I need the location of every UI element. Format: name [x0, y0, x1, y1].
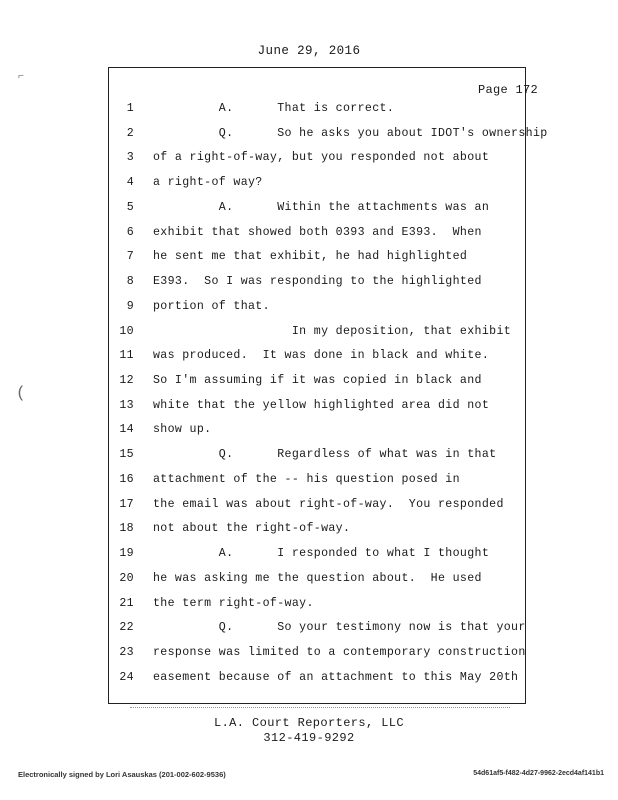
- transcript-line: [0, 325, 618, 345]
- line-number: 13: [119, 399, 134, 412]
- transcript-line: [0, 275, 618, 295]
- line-number: 12: [119, 374, 134, 387]
- line-number: 22: [119, 621, 134, 634]
- line-number: 11: [119, 349, 134, 362]
- line-number: 16: [119, 473, 134, 486]
- line-number: 4: [126, 176, 134, 189]
- transcript-line: [0, 151, 618, 171]
- line-text: A. That is correct.: [153, 102, 395, 115]
- line-number: 21: [119, 597, 134, 610]
- line-text: So I'm assuming if it was copied in black and: [153, 374, 482, 387]
- transcript-line: [0, 646, 618, 666]
- line-number: 1: [126, 102, 134, 115]
- line-text: In my deposition, that exhibit: [153, 325, 512, 338]
- line-text: the email was about right-of-way. You responded: [153, 498, 504, 511]
- line-number: 17: [119, 498, 134, 511]
- line-number: 2: [126, 127, 134, 140]
- transcript-line: [0, 522, 618, 542]
- line-text: attachment of the -- his question posed in: [153, 473, 460, 486]
- line-text: Q. So he asks you about IDOT's ownership: [153, 127, 548, 140]
- transcript-line: [0, 374, 618, 394]
- page-number: Page 172: [478, 83, 539, 97]
- court-reporter-name: L.A. Court Reporters, LLC: [213, 716, 405, 730]
- document-id: 54d61af5-f482-4d27-9962-2ecd4af141b1: [473, 770, 604, 777]
- transcript-line: [0, 671, 618, 691]
- line-text: he sent me that exhibit, he had highlighted: [153, 250, 468, 263]
- line-number: 18: [119, 522, 134, 535]
- court-reporter-phone: 312-419-9292: [263, 731, 355, 745]
- transcript-line: [0, 448, 618, 468]
- transcript-line: [0, 597, 618, 617]
- transcript-line: [0, 349, 618, 369]
- line-number: 5: [126, 201, 134, 214]
- line-number: 20: [119, 572, 134, 585]
- line-text: of a right-of-way, but you responded not about: [153, 151, 490, 164]
- line-text: show up.: [153, 423, 212, 436]
- line-number: 7: [126, 250, 134, 263]
- transcript-line: [0, 572, 618, 592]
- line-text: a right-of way?: [153, 176, 263, 189]
- line-text: he was asking me the question about. He used: [153, 572, 482, 585]
- line-text: A. I responded to what I thought: [153, 547, 490, 560]
- transcript-line: [0, 226, 618, 246]
- line-number: 10: [119, 325, 134, 338]
- line-text: easement because of an attachment to this May 20th: [153, 671, 519, 684]
- line-text: not about the right-of-way.: [153, 522, 351, 535]
- transcript-line: [0, 201, 618, 221]
- transcript-line: [0, 473, 618, 493]
- footer-divider: [130, 707, 510, 708]
- line-text: E393. So I was responding to the highlighted: [153, 275, 482, 288]
- line-number: 24: [119, 671, 134, 684]
- transcript-date: June 29, 2016: [257, 44, 361, 58]
- transcript-line: [0, 547, 618, 567]
- electronic-signature: Electronically signed by Lori Asauskas (201-002-602-9536): [18, 770, 226, 779]
- line-text: response was limited to a contemporary construction: [153, 646, 526, 659]
- line-number: 9: [126, 300, 134, 313]
- line-text: the term right-of-way.: [153, 597, 314, 610]
- scan-mark-icon: ⌐: [18, 72, 25, 83]
- transcript-line: [0, 250, 618, 270]
- transcript-line: [0, 399, 618, 419]
- hole-punch-mark-icon: (: [16, 384, 26, 402]
- transcript-line: [0, 621, 618, 641]
- line-number: 15: [119, 448, 134, 461]
- transcript-line: [0, 498, 618, 518]
- line-number: 8: [126, 275, 134, 288]
- line-text: A. Within the attachments was an: [153, 201, 490, 214]
- line-text: white that the yellow highlighted area did not: [153, 399, 490, 412]
- line-text: portion of that.: [153, 300, 270, 313]
- line-text: Q. So your testimony now is that your: [153, 621, 526, 634]
- line-text: Q. Regardless of what was in that: [153, 448, 497, 461]
- line-number: 23: [119, 646, 134, 659]
- transcript-line: [0, 176, 618, 196]
- line-number: 19: [119, 547, 134, 560]
- line-text: exhibit that showed both 0393 and E393. When: [153, 226, 482, 239]
- line-number: 6: [126, 226, 134, 239]
- line-number: 14: [119, 423, 134, 436]
- transcript-line: [0, 102, 618, 122]
- transcript-line: [0, 423, 618, 443]
- transcript-line: [0, 300, 618, 320]
- transcript-line: [0, 127, 618, 147]
- line-number: 3: [126, 151, 134, 164]
- line-text: was produced. It was done in black and white.: [153, 349, 490, 362]
